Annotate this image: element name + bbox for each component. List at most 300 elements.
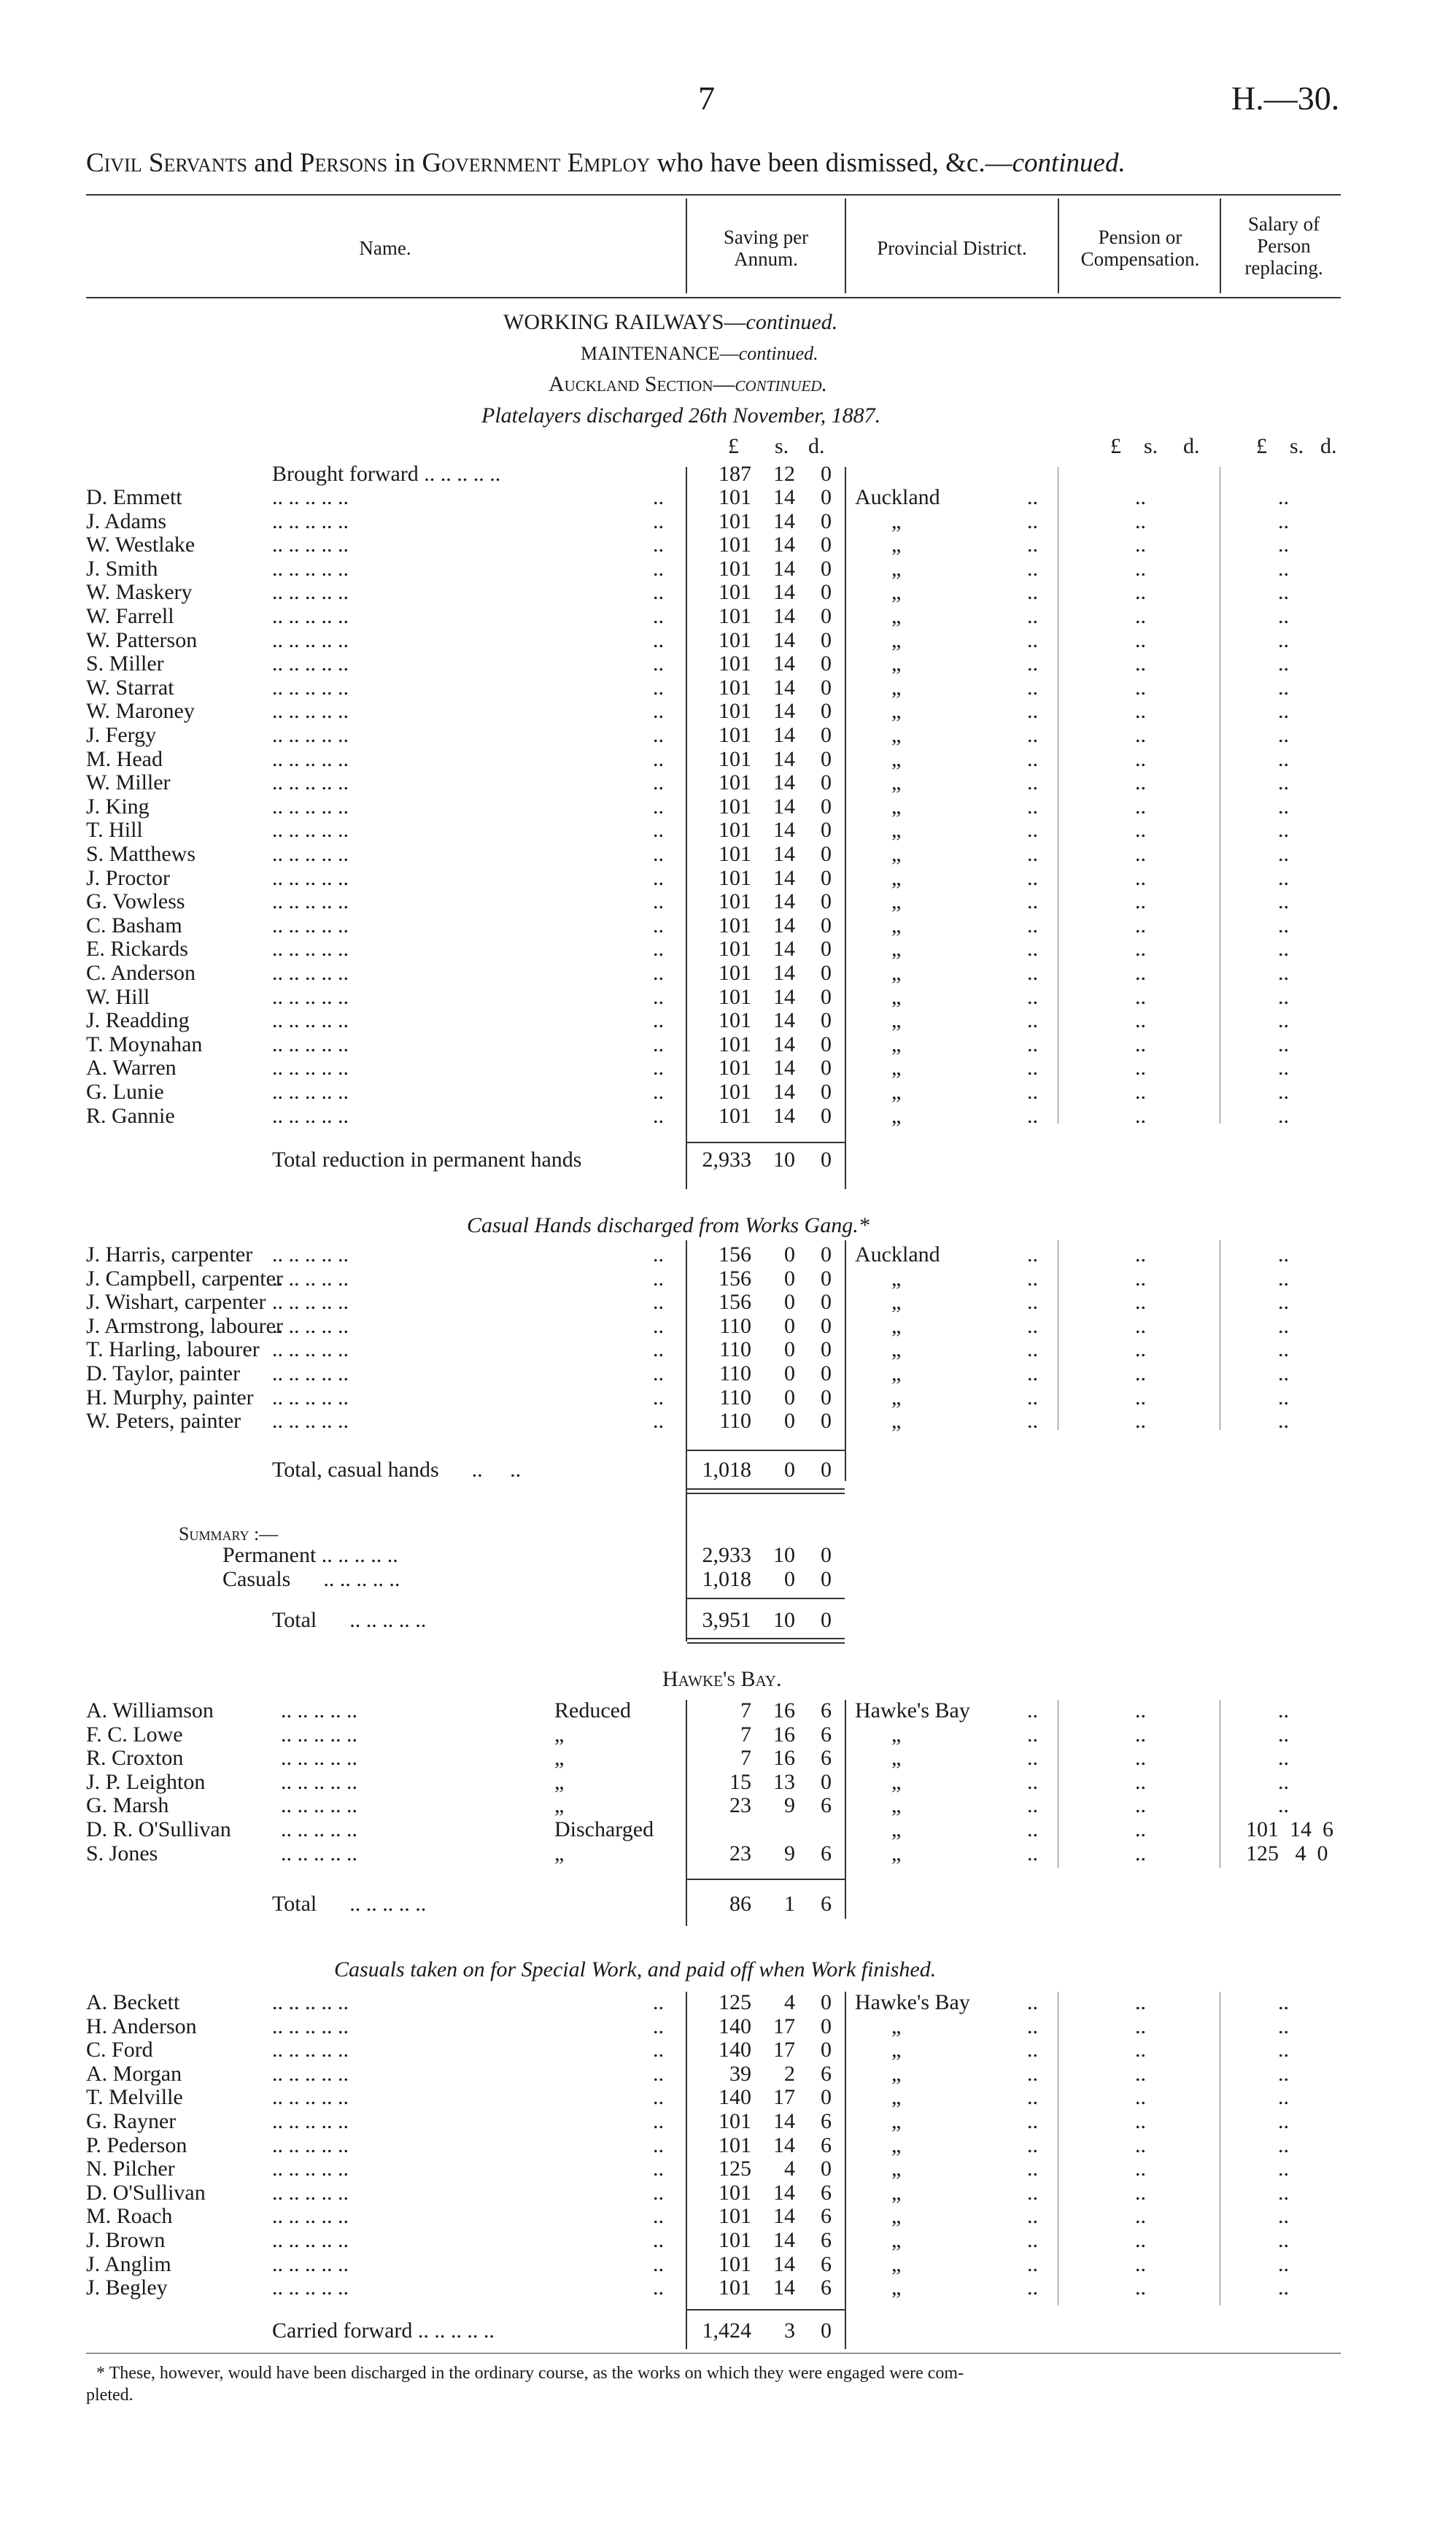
leader-dots: .. — [1027, 533, 1038, 557]
amount-pounds: 101 — [719, 794, 751, 819]
unit-pound: £ — [1256, 434, 1267, 458]
person-name: F. C. Lowe — [86, 1722, 183, 1747]
amount-pence: 6 — [821, 1722, 832, 1747]
leader-dots: .. — [1027, 913, 1038, 937]
leader-dots: .. — [653, 746, 664, 771]
amount-shillings: 14 — [773, 723, 795, 747]
amount-pence: 6 — [821, 2132, 832, 2157]
district: „ — [891, 1266, 902, 1291]
person-name: D. Emmett — [86, 485, 182, 509]
leader-dots: .. — [653, 2085, 664, 2110]
amount-shillings: 0 — [784, 1409, 795, 1434]
leader-dots: .. — [1135, 794, 1146, 819]
header-rule-bottom — [86, 297, 1341, 298]
person-name: J. Fergy — [86, 723, 157, 747]
sum-rule — [687, 1488, 845, 1490]
header-divider — [845, 198, 846, 293]
column-rule — [686, 467, 687, 1189]
leader-dots: .. — [1135, 1313, 1146, 1338]
person-name: W. Hill — [86, 984, 150, 1009]
leader-dots: .. .. .. .. .. — [272, 2109, 349, 2133]
person-name: J. Campbell, carpenter — [86, 1266, 283, 1291]
amount-pounds: 101 — [719, 2109, 751, 2133]
section-continued: continued. — [735, 372, 828, 396]
amount-pence: 6 — [821, 2180, 832, 2205]
person-name: E. Rickards — [86, 937, 188, 962]
leader-dots: .. — [1278, 2228, 1289, 2252]
header-rule-top — [86, 194, 1341, 196]
leader-dots: .. — [653, 1337, 664, 1362]
leader-dots: .. — [1135, 1698, 1146, 1722]
district: Auckland — [855, 1242, 940, 1267]
amount-pence: 6 — [821, 2251, 832, 2276]
amount-pence: 0 — [821, 723, 832, 747]
leader-dots: .. — [1278, 2085, 1289, 2110]
header-divider — [1220, 198, 1221, 293]
leader-dots: .. — [653, 889, 664, 914]
leader-dots: .. — [653, 984, 664, 1009]
amount-pounds: 15 — [729, 1769, 751, 1794]
district: „ — [891, 627, 902, 652]
column-header-name: Name. — [359, 237, 411, 259]
amount-pence: 0 — [821, 937, 832, 962]
person-name: W. Patterson — [86, 627, 198, 652]
amount-pounds: 101 — [719, 580, 751, 605]
amount-pounds: 101 — [719, 604, 751, 628]
leader-dots: .. — [1278, 1056, 1289, 1080]
person-name: T. Harling, labourer — [86, 1337, 260, 1362]
leader-dots: .. .. .. .. .. — [272, 1361, 349, 1385]
leader-dots: .. — [1135, 1841, 1146, 1865]
leader-dots: .. .. .. .. .. — [272, 1032, 349, 1056]
summary-permanent-label — [222, 1544, 398, 1566]
amount-shillings: 16 — [773, 1722, 795, 1747]
leader-dots: .. — [1278, 2275, 1289, 2300]
leader-dots: .. — [1027, 2180, 1038, 2205]
leader-dots: .. — [1027, 2275, 1038, 2300]
leader-dots: .. — [1278, 1769, 1289, 1794]
amount-shillings: 1 — [784, 1892, 795, 1916]
amount-pence: 0 — [821, 2319, 832, 2343]
district: „ — [891, 937, 902, 962]
section-working-railways — [503, 310, 837, 335]
leader-dots: .. — [1135, 2038, 1146, 2062]
leader-dots: .. .. .. .. .. — [272, 2038, 349, 2062]
leader-dots: .. — [653, 2132, 664, 2157]
leader-dots: .. — [1278, 2109, 1289, 2133]
leader-dots: .. — [653, 1409, 664, 1434]
amount-pounds: 101 — [719, 889, 751, 914]
row-label: Total — [272, 1608, 317, 1632]
column-rule — [686, 1992, 687, 2349]
leader-dots: .. — [653, 1266, 664, 1291]
person-name: J. Harris, carpenter — [86, 1242, 253, 1267]
amount-pence: 0 — [821, 1103, 832, 1128]
leader-dots: .. .. .. .. .. — [272, 1080, 349, 1104]
district: „ — [891, 1793, 902, 1818]
amount-pence: 0 — [821, 485, 832, 509]
leader-dots: .. .. .. .. .. — [272, 842, 349, 866]
leader-dots: .. — [653, 723, 664, 747]
district: „ — [891, 1409, 902, 1434]
leader-dots: .. — [653, 651, 664, 676]
amount-shillings: 14 — [773, 651, 795, 676]
district: „ — [891, 2014, 902, 2038]
leader-dots: .. .. .. .. .. — [272, 794, 349, 819]
leader-dots: .. — [1027, 1290, 1038, 1315]
district: „ — [891, 794, 902, 819]
amount-pounds: 101 — [719, 2204, 751, 2229]
district: Hawke's Bay — [855, 1990, 970, 2014]
leader-dots: .. — [1278, 556, 1289, 581]
leader-dots: .. — [1135, 746, 1146, 771]
amount-pounds: 101 — [719, 984, 751, 1009]
leader-dots: .. .. .. .. .. — [417, 2319, 495, 2343]
person-name: J. Brown — [86, 2228, 166, 2252]
leader-dots: .. .. .. .. .. — [281, 1722, 357, 1747]
district: „ — [891, 1769, 902, 1794]
district: „ — [891, 723, 902, 747]
section-maintenance — [581, 343, 818, 365]
unit-pence: d. — [808, 434, 825, 458]
leader-dots: .. — [1278, 1266, 1289, 1291]
sum-rule — [687, 1638, 845, 1639]
row-label: Carried forward — [272, 2319, 413, 2343]
leader-dots: .. — [1027, 937, 1038, 962]
amount-pounds: 101 — [719, 2180, 751, 2205]
leader-dots: .. .. .. .. .. — [272, 556, 349, 581]
leader-dots: .. — [1027, 2038, 1038, 2062]
leader-dots: .. — [1278, 1990, 1289, 2014]
status-note: Reduced — [554, 1698, 631, 1722]
amount-pounds: 156 — [719, 1242, 751, 1267]
leader-dots: .. — [1278, 1313, 1289, 1338]
page-number: 7 — [698, 80, 715, 117]
amount-shillings: 14 — [773, 865, 795, 890]
district: „ — [891, 2038, 902, 2062]
leader-dots: .. — [1135, 2109, 1146, 2133]
person-name: C. Ford — [86, 2038, 153, 2062]
page-title — [86, 147, 1126, 179]
amount-shillings: 14 — [773, 1080, 795, 1104]
leader-dots: .. — [1278, 1793, 1289, 1818]
leader-dots: .. — [653, 533, 664, 557]
leader-dots: .. — [653, 580, 664, 605]
person-name: D. R. O'Sullivan — [86, 1817, 231, 1841]
amount-pounds: 156 — [719, 1290, 751, 1315]
leader-dots: .. .. .. .. .. — [272, 2132, 349, 2157]
amount-pence: 0 — [821, 889, 832, 914]
leader-dots: .. — [653, 1990, 664, 2014]
column-header-saving: Saving per Annum. — [723, 226, 809, 270]
status-note: „ — [554, 1746, 565, 1771]
amount-shillings: 14 — [773, 2109, 795, 2133]
leader-dots: .. — [653, 2157, 664, 2181]
leader-dots: .. .. .. .. .. — [281, 1817, 357, 1841]
unit-shilling: s. — [1290, 434, 1304, 458]
leader-dots: .. .. .. .. .. — [272, 1990, 349, 2014]
amount-pence: 0 — [821, 2014, 832, 2038]
amount-shillings: 14 — [773, 746, 795, 771]
amount-pence: 0 — [821, 2157, 832, 2181]
sum-rule — [687, 1450, 845, 1451]
amount-shillings: 9 — [784, 1793, 795, 1818]
leader-dots: .. — [1027, 1008, 1038, 1033]
column-rule — [845, 467, 846, 1189]
leader-dots: .. — [1027, 1722, 1038, 1747]
hawkes-total-label — [272, 1893, 426, 1915]
amount-shillings: 14 — [773, 2275, 795, 2300]
amount-pounds: 1,018 — [702, 1458, 751, 1482]
footnote-rule — [86, 2353, 1341, 2354]
leader-dots: .. .. .. .. .. — [272, 2061, 349, 2086]
leader-dots: .. — [1135, 509, 1146, 533]
row-label: Total — [272, 1892, 317, 1916]
leader-dots: .. — [1278, 2132, 1289, 2157]
amount-pence: 0 — [821, 2038, 832, 2062]
person-name: J. Smith — [86, 556, 158, 581]
amount-shillings: 14 — [773, 1103, 795, 1128]
amount-pounds: 101 — [719, 842, 751, 866]
district: „ — [891, 1817, 902, 1841]
amount-shillings: 10 — [773, 1608, 795, 1632]
amount-pounds: 101 — [719, 1056, 751, 1080]
person-name: J. Readding — [86, 1008, 190, 1033]
column-header-district: Provincial District. — [877, 237, 1027, 259]
leader-dots: .. — [1278, 2157, 1289, 2181]
leader-dots: .. — [653, 1242, 664, 1267]
leader-dots: .. .. .. .. .. — [272, 1409, 349, 1434]
total-casual-label — [272, 1459, 521, 1481]
amount-pounds: 101 — [719, 961, 751, 985]
amount-pence: 0 — [821, 604, 832, 628]
district: „ — [891, 1337, 902, 1362]
leader-dots: .. — [1027, 818, 1038, 843]
sum-rule — [687, 1642, 845, 1644]
district: „ — [891, 1722, 902, 1747]
amount-shillings: 14 — [773, 604, 795, 628]
leader-dots: .. — [653, 913, 664, 937]
amount-shillings: 16 — [773, 1698, 795, 1722]
leader-dots: .. — [1135, 1385, 1146, 1410]
leader-dots: .. — [653, 1385, 664, 1410]
leader-dots: .. — [1027, 509, 1038, 533]
amount-shillings: 14 — [773, 1056, 795, 1080]
person-name: H. Anderson — [86, 2014, 197, 2038]
amount-pence: 0 — [821, 580, 832, 605]
district: „ — [891, 2085, 902, 2110]
leader-dots: .. .. .. .. .. — [272, 913, 349, 937]
leader-dots: .. — [1278, 794, 1289, 819]
column-header-salary: Salary of Person replacing. — [1244, 213, 1323, 279]
leader-dots: .. — [1135, 984, 1146, 1009]
summary-total-label — [272, 1609, 426, 1631]
district: „ — [891, 2180, 902, 2205]
amount-pence: 0 — [821, 1458, 832, 1482]
amount-pounds: 101 — [719, 2132, 751, 2157]
sum-rule — [687, 1879, 845, 1880]
person-name: G. Marsh — [86, 1793, 169, 1818]
total-permanent-label: Total reduction in permanent hands — [272, 1148, 582, 1172]
leader-dots: .. — [1278, 485, 1289, 509]
person-name: G. Rayner — [86, 2109, 177, 2133]
amount-shillings: 14 — [773, 961, 795, 985]
district: „ — [891, 1056, 902, 1080]
amount-pounds: 101 — [719, 2251, 751, 2276]
leader-dots: .. — [653, 627, 664, 652]
column-rule — [845, 1240, 846, 1481]
amount-pounds: 101 — [719, 2275, 751, 2300]
leader-dots: .. — [1027, 485, 1038, 509]
leader-dots: .. — [1135, 770, 1146, 795]
leader-dots: .. — [1278, 770, 1289, 795]
leader-dots: .. — [1278, 1722, 1289, 1747]
leader-dots: .. — [1027, 627, 1038, 652]
amount-shillings: 14 — [773, 675, 795, 700]
leader-dots: .. .. .. .. .. — [272, 2180, 349, 2205]
amount-pence: 0 — [821, 1148, 832, 1172]
leader-dots: .. — [1135, 1746, 1146, 1771]
amount-pence: 0 — [821, 699, 832, 724]
leader-dots: .. — [653, 2275, 664, 2300]
amount-pounds: 101 — [719, 913, 751, 937]
column-rule — [845, 1992, 846, 2349]
header-divider — [1058, 198, 1059, 293]
leader-dots: .. — [1027, 1313, 1038, 1338]
amount-pounds: 86 — [729, 1892, 751, 1916]
leader-dots: .. — [1027, 2157, 1038, 2181]
district: Auckland — [855, 485, 940, 509]
leader-dots: .. .. .. .. .. — [281, 1793, 357, 1818]
leader-dots: .. — [1278, 1103, 1289, 1128]
district: „ — [891, 746, 902, 771]
leader-dots: .. — [1135, 1817, 1146, 1841]
district: „ — [891, 913, 902, 937]
district: „ — [891, 1080, 902, 1104]
row-label: Casuals — [222, 1567, 291, 1591]
title-caps-1: Civil Servants — [86, 148, 247, 178]
amount-pounds: 140 — [719, 2038, 751, 2062]
amount-pence: 0 — [821, 746, 832, 771]
person-name: J. King — [86, 794, 150, 819]
row-label: Brought forward — [272, 462, 419, 486]
section-platelayers: Platelayers discharged 26th November, 1887. — [481, 403, 881, 428]
column-rule — [845, 1700, 846, 1919]
leader-dots: .. .. .. .. .. — [272, 1337, 349, 1362]
leader-dots: .. — [653, 865, 664, 890]
amount-pence: 6 — [821, 1841, 832, 1865]
leader-dots: .. — [653, 2180, 664, 2205]
person-name: A. Morgan — [86, 2061, 182, 2086]
leader-dots: .. .. .. .. .. — [272, 627, 349, 652]
district: „ — [891, 818, 902, 843]
leader-dots: .. — [1135, 580, 1146, 605]
leader-dots: .. — [1278, 746, 1289, 771]
unit-shilling: s. — [775, 434, 789, 458]
leader-dots: .. — [653, 794, 664, 819]
section-hawkes-bay: Hawke's Bay. — [662, 1667, 782, 1691]
leader-dots: .. — [1278, 937, 1289, 962]
leader-dots: .. — [1278, 1337, 1289, 1362]
amount-pounds: 23 — [729, 1841, 751, 1865]
amount-pounds: 101 — [719, 675, 751, 700]
leader-dots: .. .. .. .. .. — [272, 937, 349, 962]
status-note: „ — [554, 1722, 565, 1747]
amount-pence: 0 — [821, 770, 832, 795]
header-divider — [686, 198, 687, 293]
amount-pence: 0 — [821, 1032, 832, 1056]
leader-dots: .. — [1278, 1032, 1289, 1056]
leader-dots: .. — [653, 699, 664, 724]
amount-shillings: 14 — [773, 2204, 795, 2229]
leader-dots: .. — [1027, 1841, 1038, 1865]
amount-pence: 0 — [821, 818, 832, 843]
person-name: P. Pederson — [86, 2132, 187, 2157]
leader-dots: .. .. .. .. .. — [272, 2204, 349, 2229]
amount-shillings: 10 — [773, 1148, 795, 1172]
leader-dots: .. — [1027, 1266, 1038, 1291]
leader-dots: .. — [1027, 1056, 1038, 1080]
leader-dots: .. — [1027, 1103, 1038, 1128]
amount-shillings: 0 — [784, 1385, 795, 1410]
sum-rule — [687, 1493, 845, 1494]
amount-pounds: 101 — [719, 485, 751, 509]
leader-dots: .. — [1027, 2109, 1038, 2133]
leader-dots: .. — [1027, 865, 1038, 890]
leader-dots: .. — [1278, 2038, 1289, 2062]
leader-dots: .. — [1135, 1080, 1146, 1104]
salary-replacing: 125 4 0 — [1246, 1841, 1328, 1865]
leader-dots: .. — [1027, 2228, 1038, 2252]
section-title: Auckland Section— — [549, 372, 735, 396]
leader-dots: .. — [1278, 1698, 1289, 1722]
leader-dots: .. — [1278, 2251, 1289, 2276]
amount-shillings: 14 — [773, 2251, 795, 2276]
amount-pounds: 101 — [719, 1008, 751, 1033]
district: „ — [891, 2251, 902, 2276]
amount-pounds: 125 — [719, 2157, 751, 2181]
leader-dots: .. — [1027, 1242, 1038, 1267]
district: „ — [891, 984, 902, 1009]
salary-replacing: 101 14 6 — [1246, 1817, 1333, 1841]
amount-pounds: 101 — [719, 533, 751, 557]
leader-dots: .. — [1278, 1080, 1289, 1104]
district: „ — [891, 865, 902, 890]
leader-dots: .. — [1135, 1722, 1146, 1747]
title-caps-2: Persons — [299, 148, 388, 178]
leader-dots: .. — [1027, 842, 1038, 866]
leader-dots: .. — [1027, 2251, 1038, 2276]
amount-pence: 6 — [821, 2204, 832, 2229]
leader-dots: .. — [653, 1361, 664, 1385]
leader-dots: .. — [653, 1056, 664, 1080]
amount-shillings: 16 — [773, 1746, 795, 1771]
person-name: J. Begley — [86, 2275, 168, 2300]
person-name: C. Basham — [86, 913, 182, 937]
amount-pounds: 187 — [719, 462, 751, 486]
leader-dots: .. — [1278, 889, 1289, 914]
amount-shillings: 14 — [773, 699, 795, 724]
leader-dots: .. — [653, 770, 664, 795]
section-title: MAINTENANCE— — [581, 343, 739, 364]
person-name: W. Miller — [86, 770, 171, 795]
leader-dots: .. .. .. .. .. — [272, 2228, 349, 2252]
person-name: W. Farrell — [86, 604, 174, 628]
title-continued: continued. — [1012, 148, 1126, 178]
leader-dots: .. — [1027, 1032, 1038, 1056]
amount-pence: 6 — [821, 1746, 832, 1771]
leader-dots: .. — [1027, 1990, 1038, 2014]
